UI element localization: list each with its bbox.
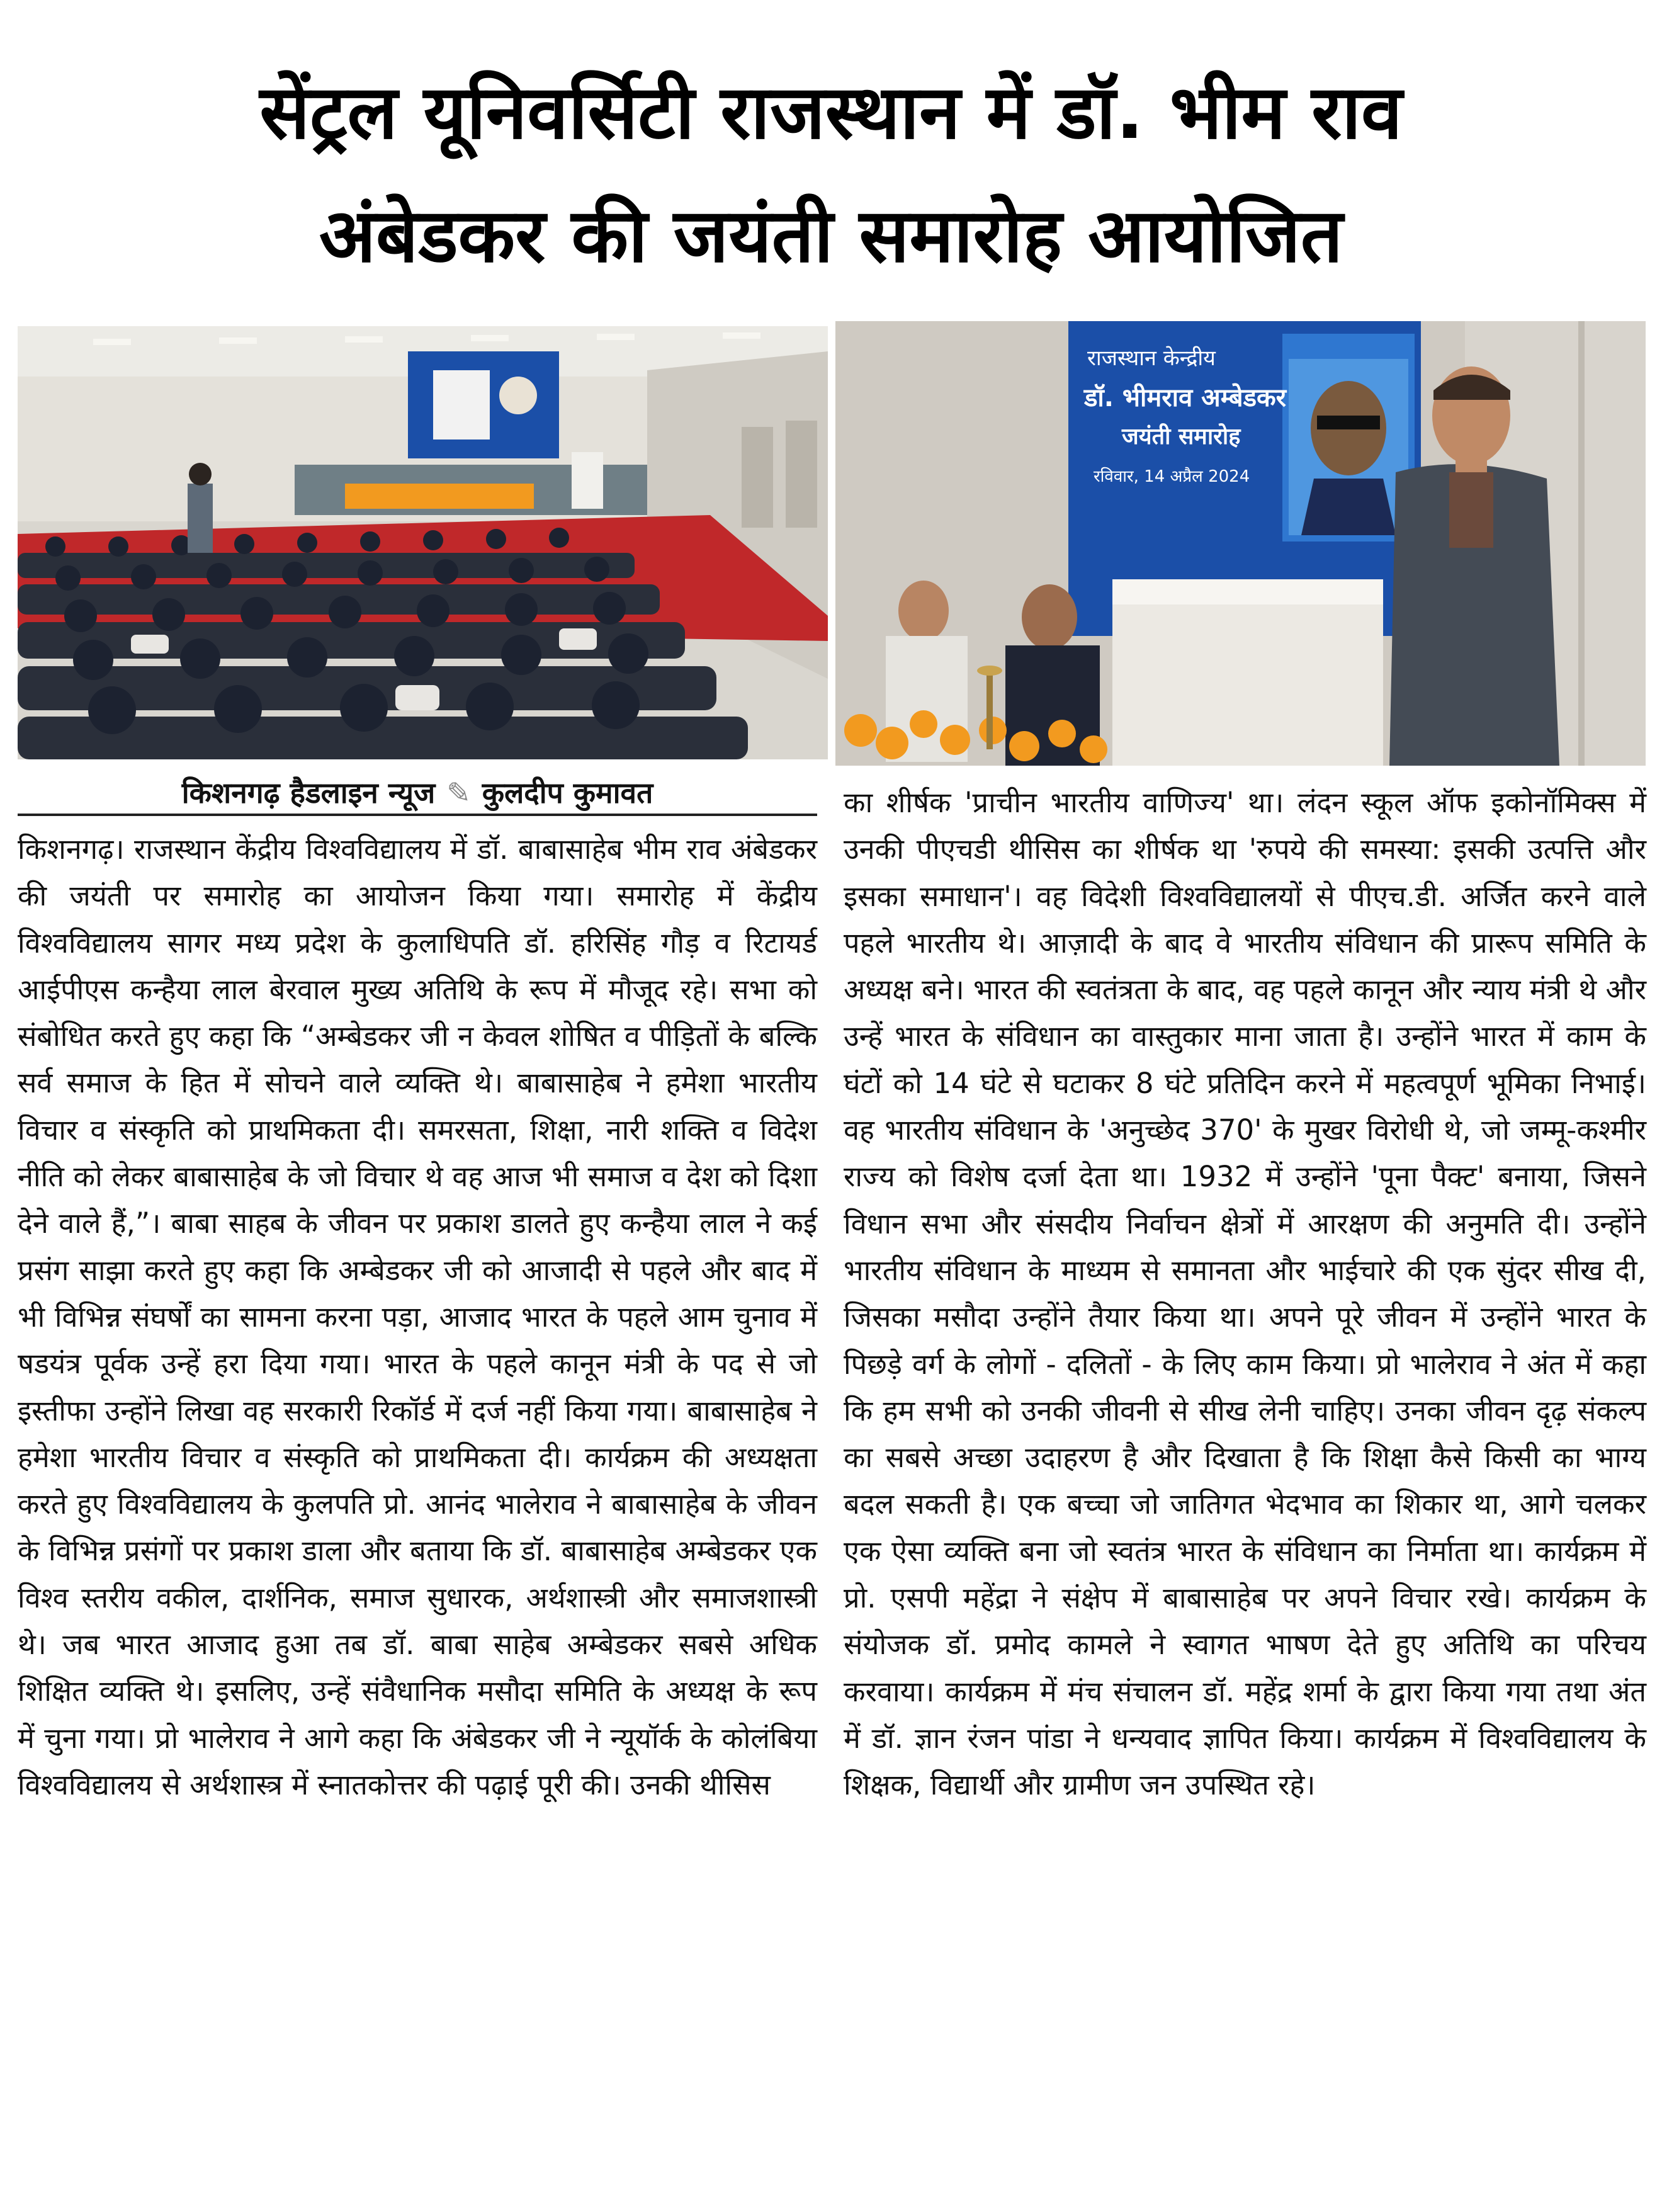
byline-source: किशनगढ़ हैडलाइन न्यूज xyxy=(181,776,436,810)
byline xyxy=(18,772,817,816)
headline-line-2: अंबेडकर की जयंती समारोह आयोजित xyxy=(319,192,1343,279)
banner-date: रविवार, 14 अप्रैल 2024 xyxy=(1094,467,1250,486)
byline-author: कुलदीप कुमावत xyxy=(482,776,653,810)
speaker-podium-photo xyxy=(835,321,1646,766)
marigold-garland xyxy=(345,484,534,509)
article-column-left: किशनगढ़। राजस्थान केंद्रीय विश्वविद्यालय में डॉ. बाबासाहेब भीम राव अंबेडकर की जयंती पर समारोह का आयोजन किया गया। समारोह में केंद्रीय विश्वविद्यालय सागर मध्य प्रदेश के कुलाधिपति डॉ. हरिसिंह गौड़ व रिटायर्ड आईपीएस कन्हैया लाल बेरवाल मुख्य अतिथि के रूप में मौजूद रहे। सभा को संबोधित करते हुए कहा कि “अम्बेडकर जी न केवल शोषित व पीड़ितों के बल्कि सर्व समाज के हित में सोचने वाले व्यक्ति थे। बाबासाहेब ने हमेशा भारतीय विचार व संस्कृति को प्राथमिकता दी। समरसता, शिक्षा, नारी शक्ति व विदेश नीति को लेकर बाबासाहेब के जो विचार थे वह आज भी समाज व देश को दिशा देने वाले हैं,”। बाबा साहब के जीवन पर प्रकाश डालते हुए कन्हैया लाल ने कई प्रसंग साझा करते हुए कहा कि अम्बेडकर जी को आजादी से पहले और बाद में भी विभिन्न संघर्षों का सामना करना पड़ा, आजाद भारत के पहले आम चुनाव में षडयंत्र पूर्वक उन्हें हरा दिया गया। भारत के पहले कानून मंत्री के पद से जो इस्तीफा उन्होंने लिखा वह सरकारी रिकॉर्ड में दर्ज नहीं किया गया। बाबासाहेब ने हमेशा भारतीय विचार व संस्कृति को प्राथमिकता दी। कार्यक्रम की अध्यक्षता करते हुए विश्वविद्यालय के कुलपति प्रो. आनंद भालेराव ने बाबासाहेब के जीवन के विभिन्न प्रसंगों पर प्रकाश डाला और बताया कि डॉ. बाबासाहेब अम्बेडकर एक विश्व स्तरीय वकील, दार्शनिक, समाज सुधारक, अर्थशास्त्री और समाजशास्त्री थे। जब भारत आजाद हुआ तब डॉ. बाबा साहेब अम्बेडकर सबसे अधिक शिक्षित व्यक्ति थे। इसलिए, उन्हें संवैधानिक मसौदा समिति के अध्यक्ष के रूप में चुना गया। प्रो भालेराव ने आगे कहा कि अंबेडकर जी ने न्यूयॉर्क के कोलंबिया विश्वविद्यालय से अर्थशास्त्र में स्नातकोत्तर की पढ़ाई पूरी की। उनकी थीसिस xyxy=(18,832,817,1801)
podium xyxy=(1112,579,1383,766)
banner-text-3: जयंती समारोह xyxy=(1122,424,1241,450)
banner-text-2: डॉ. भीमराव अम्बेडकर xyxy=(1084,383,1287,412)
headline xyxy=(0,50,1662,297)
auditorium-audience-photo xyxy=(18,326,828,759)
auditorium-illustration xyxy=(18,326,828,759)
speaker-illustration xyxy=(835,321,1646,766)
banner-text-1: राजस्थान केन्द्रीय xyxy=(1087,346,1216,371)
headline-line-1: सेंट्रल यूनिवर्सिटी राजस्थान में डॉ. भीम राव xyxy=(259,69,1403,156)
pen-icon: ✎ xyxy=(446,776,471,810)
podium xyxy=(572,452,603,509)
article-column-right: का शीर्षक 'प्राचीन भारतीय वाणिज्य' था। लंदन स्कूल ऑफ इकोनॉमिक्स में उनकी पीएचडी थीसिस का शीर्षक था 'रुपये की समस्या: इसकी उत्पत्ति और इसका समाधान'। वह विदेशी विश्वविद्यालयों से पीएच.डी. अर्जित करने वाले पहले भारतीय थे। आज़ादी के बाद वे भारतीय संविधान की प्रारूप समिति के अध्यक्ष बने। भारत की स्वतंत्रता के बाद, वह पहले कानून और न्याय मंत्री थे और उन्हें भारत के संविधान का वास्तुकार माना जाता है। उन्होंने भारत में काम के घंटों को 14 घंटे से घटाकर 8 घंटे प्रतिदिन करने में महत्वपूर्ण भूमिका निभाई। वह भारतीय संविधान के 'अनुच्छेद 370' के मुखर विरोधी थे, जो जम्मू-कश्मीर राज्य को विशेष दर्जा देता था। 1932 में उन्होंने 'पूना पैक्ट' बनाया, जिसने विधान सभा और संसदीय निर्वाचन क्षेत्रों में आरक्षण की अनुमति दी। उन्होंने भारतीय संविधान के माध्यम से समानता और भाईचारे की एक सुंदर सीख दी, जिसका मसौदा उन्होंने तैयार किया था। अपने पूरे जीवन में उन्होंने भारत के पिछड़े वर्ग के लोगों - दलितों - के लिए काम किया। प्रो भालेराव ने अंत में कहा कि हम सभी को उनकी जीवनी से सीख लेनी चाहिए। उनका जीवन दृढ़ संकल्प का सबसे अच्छा उदाहरण है और दिखाता है कि शिक्षा कैसे किसी का भाग्य बदल सकती है। एक बच्चा जो जातिगत भेदभाव का शिकार था, आगे चलकर एक ऐसा व्यक्ति बना जो स्वतंत्र भारत के संविधान का निर्माता था। कार्यक्रम में प्रो. एसपी महेंद्रा ने संक्षेप में बाबासाहेब पर अपने विचार रखे। कार्यक्रम के संयोजक डॉ. प्रमोद कामले ने स्वागत भाषण देते हुए अतिथि का परिचय करवाया। कार्यक्रम में मंच संचालन डॉ. महेंद्र शर्मा के द्वारा किया गया तथा अंत में डॉ. ज्ञान रंजन पांडा ने धन्यवाद ज्ञापित किया। कार्यक्रम में विश्वविद्यालय के शिक्षक, विद्यार्थी और ग्रामीण जन उपस्थित रहे। xyxy=(844,786,1646,1802)
